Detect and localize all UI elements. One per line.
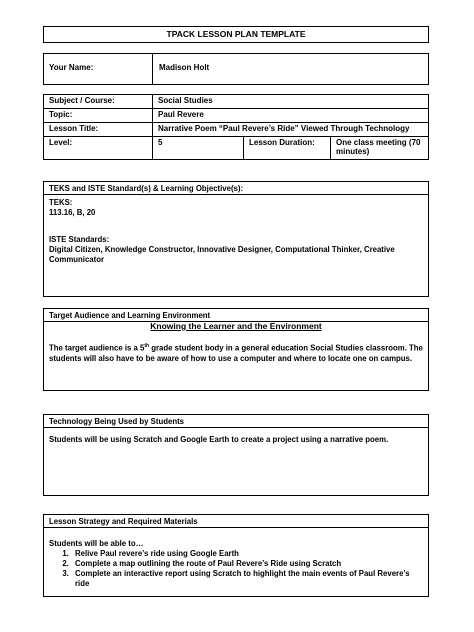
technology-heading: Technology Being Used by Students [44, 415, 428, 428]
subject-label: Subject / Course: [44, 95, 153, 109]
lesson-title-label: Lesson Title: [44, 123, 153, 137]
standards-heading: TEKS and ISTE Standard(s) & Learning Objective(s): [44, 182, 428, 195]
name-row [43, 53, 429, 85]
duration-value: One class meeting (70 minutes) [331, 137, 429, 160]
list-item: 1. Relive Paul revere’s ride using Google Earth [71, 549, 423, 559]
list-item: 3. Complete an interactive report using Scratch to highlight the main events of Paul Revere’s ride [71, 569, 423, 589]
audience-subheading: Knowing the Learner and the Environment [150, 321, 322, 331]
iste-label: ISTE Standards: [49, 235, 110, 244]
audience-section [43, 308, 429, 391]
level-label: Level: [44, 137, 153, 160]
duration-label: Lesson Duration: [244, 137, 331, 160]
iste-value: Digital Citizen, Knowledge Constructor, Innovative Designer, Computational Thinker, Creative Communicator [49, 245, 395, 264]
name-label: Your Name: [49, 63, 94, 72]
standards-section [43, 181, 429, 297]
strategy-intro: Students will be able to… [49, 539, 144, 548]
topic-value: Paul Revere [153, 109, 429, 123]
topic-label: Topic: [44, 109, 153, 123]
technology-section [43, 414, 429, 496]
audience-text: The target audience is a 5th grade student body in a general education Social Studies classroom. The students will also have to be aware of how to use a computer and where to locate one on campus. [49, 343, 423, 363]
document-title: TPACK LESSON PLAN TEMPLATE [43, 26, 429, 43]
technology-text: Students will be using Scratch and Google Earth to create a project using a narrative poem. [49, 435, 389, 444]
lesson-info-table [43, 94, 429, 160]
strategy-heading: Lesson Strategy and Required Materials [44, 515, 428, 528]
name-value: Madison Holt [159, 63, 210, 72]
objectives-list [49, 549, 423, 589]
divider [152, 54, 153, 84]
teks-label: TEKS: [49, 198, 73, 207]
subject-value: Social Studies [153, 95, 429, 109]
teks-value: 113.16, B, 20 [49, 208, 96, 217]
list-item: 2. Complete a map outlining the route of Paul Revere’s Ride using Scratch [71, 559, 423, 569]
strategy-section [43, 514, 429, 597]
lesson-title-value: Narrative Poem “Paul Revere’s Ride” Viewed Through Technology [153, 123, 429, 137]
level-value: 5 [153, 137, 244, 160]
audience-heading: Target Audience and Learning Environment [44, 309, 428, 322]
